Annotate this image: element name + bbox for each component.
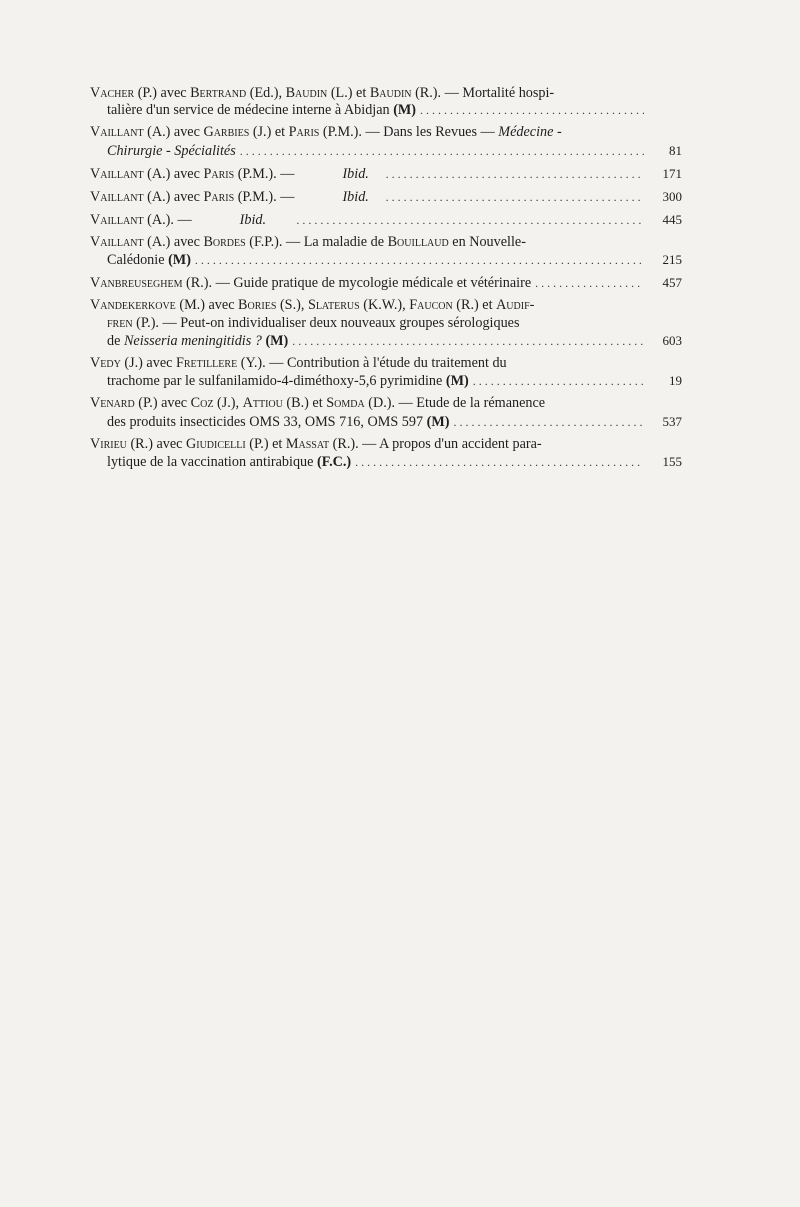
index-entry-line — [90, 315, 682, 332]
dot-leader — [355, 454, 644, 471]
entry-text: Vedy — [90, 355, 121, 372]
entry-text: (S.), — [276, 297, 308, 314]
entry-text: Vaillant — [90, 233, 144, 250]
page-number: 19 — [669, 373, 682, 389]
index-entry-line — [90, 355, 682, 372]
index-entry — [90, 355, 682, 391]
entry-text: trachome par le sulfanilamido-4-diméthoxy-5,6 pyrimidine — [107, 373, 446, 390]
entry-text: (R.) avec — [126, 435, 186, 452]
entry-text: Audif- — [496, 297, 535, 314]
dot-leader — [535, 275, 644, 292]
entry-text: (P.M.). — — [234, 165, 295, 182]
entry-text: fren — [107, 314, 133, 331]
entry-text: (M) — [168, 252, 191, 269]
entry-text: (P.) et — [245, 435, 286, 452]
entry-text: (P.). — Peut-on individualiser deux nouveaux groupes sérologiques — [132, 314, 520, 331]
entry-text: des produits insecticides OMS 33, OMS 716, OMS 597 — [107, 413, 427, 430]
entry-text: talière d'un service de médecine interne à Abidjan — [107, 102, 394, 119]
entry-text: Garbies — [203, 124, 250, 141]
page-number: 537 — [662, 413, 682, 429]
dot-leader — [473, 373, 644, 390]
entry-text: (F.C.) — [316, 454, 352, 471]
index-entry-line — [90, 124, 682, 141]
index-entry-line — [90, 165, 682, 183]
entry-text: Vaillant — [90, 188, 144, 205]
index-entry-line — [90, 453, 682, 471]
dot-leader — [386, 189, 644, 206]
entry-text: Vaillant — [90, 165, 144, 182]
entry-text: (M) — [393, 102, 417, 119]
entry-text: Neisseria meningitidis ? — [123, 333, 262, 350]
entry-text: (A.) avec — [143, 165, 204, 182]
entry-text: Chirurgie - Spécialités — [107, 142, 236, 159]
entry-text: Bouillaud — [387, 233, 449, 250]
index-entry-line — [90, 234, 682, 251]
index-entry-line — [90, 332, 682, 350]
dot-leader — [292, 333, 644, 350]
entry-text: (B.) et — [282, 395, 327, 412]
entry-text: (F.P.). — La maladie de — [245, 233, 388, 250]
index-entry-line — [90, 297, 682, 314]
page-number: 215 — [662, 252, 682, 268]
ibid-label: Ibid. — [342, 165, 369, 182]
index-entry-line — [90, 372, 682, 390]
entry-text: Vaillant — [90, 211, 144, 228]
entry-text: Somda — [326, 395, 365, 412]
index-entry-line — [90, 413, 682, 431]
page-number: 457 — [662, 275, 682, 291]
index-entry — [90, 436, 682, 472]
dot-leader — [453, 414, 644, 431]
entry-text: (J.), — [213, 395, 243, 412]
entry-text: Médecine - — [498, 124, 562, 141]
entry-text: (R.). — Guide pratique de mycologie médicale et vétérinaire — [182, 275, 532, 292]
entry-text: (R.) et — [452, 297, 497, 314]
entry-text: Vaillant — [90, 124, 144, 141]
dot-leader — [195, 252, 644, 269]
ibid-label: Ibid. — [342, 188, 369, 205]
entry-text: Fretillere — [175, 355, 238, 372]
entry-text: Bertrand — [190, 85, 247, 101]
entry-text: Paris — [203, 165, 235, 182]
index-entry-line — [90, 102, 682, 119]
dot-leader — [296, 212, 644, 229]
entry-text: (A.) avec — [143, 124, 204, 141]
entry-text: Slaterus — [307, 297, 360, 314]
dot-leader — [240, 143, 644, 160]
page-number: 171 — [662, 165, 682, 181]
entry-text: (M) — [445, 373, 469, 390]
entry-text: (M) — [426, 413, 450, 430]
index-entry — [90, 395, 682, 431]
index-entry-line — [90, 211, 682, 229]
entry-text: Paris — [288, 124, 320, 141]
index-entry — [90, 297, 682, 350]
index-entry-line — [90, 188, 682, 206]
index-entry-line — [90, 436, 682, 453]
entry-text: (J.) et — [249, 124, 289, 141]
entry-text: (J.) avec — [120, 355, 176, 372]
author-index-list — [90, 85, 682, 476]
ibid-label: Ibid. — [239, 211, 267, 228]
entry-text: (A.) avec — [143, 233, 204, 250]
entry-text: Bories — [238, 297, 277, 314]
entry-text: lytique de la vaccination antirabique — [107, 454, 317, 471]
index-entry — [90, 165, 682, 183]
entry-text: (P.M.). — — [234, 188, 295, 205]
page-number: 603 — [662, 333, 682, 349]
entry-text: (R.). — Mortalité hospi- — [411, 85, 555, 101]
entry-text: Baudin — [369, 85, 412, 101]
page-number: 445 — [662, 211, 682, 227]
index-entry-line — [90, 251, 682, 269]
entry-text: (L.) et — [327, 85, 370, 101]
index-entry-line — [90, 395, 682, 412]
entry-text: Coz — [190, 395, 214, 412]
entry-text: en Nouvelle- — [448, 233, 526, 250]
entry-text: Faucon — [409, 297, 453, 314]
entry-text: Venard — [90, 395, 135, 412]
index-entry-line — [90, 142, 682, 160]
index-entry — [90, 234, 682, 270]
index-entry-line — [90, 85, 682, 102]
dot-leader — [420, 102, 644, 119]
entry-text: (D.). — Etude de la rémanence — [364, 395, 546, 412]
index-entry-line — [90, 274, 682, 292]
page-number: 81 — [669, 142, 682, 158]
page-number: 300 — [662, 188, 682, 204]
entry-text: Vacher — [90, 85, 135, 101]
entry-text: (M.) avec — [175, 297, 239, 314]
entry-text: (P.) avec — [134, 85, 191, 101]
entry-text: (A.). — — [143, 211, 192, 228]
entry-text: Attiou — [242, 395, 283, 412]
entry-text: Giudicelli — [186, 435, 246, 452]
entry-text: de — [107, 333, 124, 350]
entry-text: (P.M.). — Dans les Revues — — [319, 124, 499, 141]
entry-text: Calédonie — [107, 252, 169, 269]
index-entry — [90, 188, 682, 206]
entry-text: (A.) avec — [143, 188, 204, 205]
entry-text: (Y.). — Contribution à l'étude du traitement du — [237, 355, 507, 372]
entry-text: Virieu — [90, 435, 127, 452]
entry-text: (P.) avec — [134, 395, 191, 412]
entry-text: Bordes — [203, 233, 246, 250]
entry-text: (Ed.), — [246, 85, 286, 101]
index-entry — [90, 85, 682, 120]
entry-text: (M) — [265, 333, 289, 350]
entry-text: Vandekerkove — [90, 297, 176, 314]
index-entry — [90, 124, 682, 160]
index-entry — [90, 211, 682, 229]
entry-text: (K.W.), — [359, 297, 410, 314]
dot-leader — [386, 166, 644, 183]
page-number: 155 — [662, 454, 682, 470]
index-entry — [90, 274, 682, 292]
entry-text: Baudin — [285, 85, 328, 101]
entry-text: Paris — [203, 188, 235, 205]
entry-text: (R.). — A propos d'un accident para- — [329, 435, 542, 452]
entry-text: Massat — [285, 435, 330, 452]
entry-text: Vanbreuseghem — [90, 275, 183, 292]
